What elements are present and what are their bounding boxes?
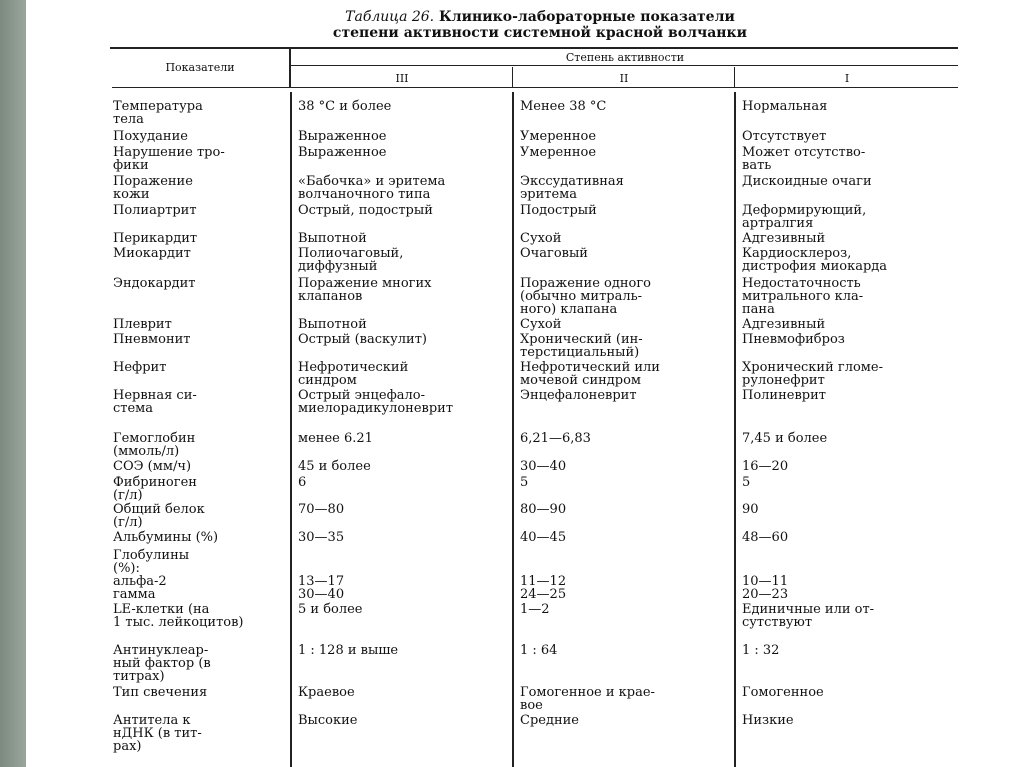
row-value-col-1: Нефротический синдром xyxy=(298,360,409,388)
title-line-2: степени активности системной красной волчанки xyxy=(332,25,748,41)
row-value-col-2: Средние xyxy=(520,713,579,728)
row-value-col-3: Недостаточность митрального кла- пана xyxy=(742,276,864,317)
column-divider xyxy=(734,92,736,767)
row-value-col-3: Низкие xyxy=(742,713,794,728)
row-indicator: Антитела к нДНК (в тит- рах) xyxy=(113,713,202,754)
row-indicator: Глобулины (%): альфа-2 гамма xyxy=(113,548,190,602)
row-value-col-3: Гомогенное xyxy=(742,685,824,700)
row-value-col-1: 13—17 30—40 xyxy=(298,574,345,602)
header-degree-1: I xyxy=(844,72,850,85)
row-value-col-3: 7,45 и более xyxy=(742,431,828,446)
row-value-col-2: 1—2 xyxy=(520,602,550,617)
row-value-col-3: Полиневрит xyxy=(742,388,826,403)
row-indicator: Эндокардит xyxy=(113,276,196,291)
row-value-col-1: 6 xyxy=(298,475,307,490)
row-value-col-3: Может отсутство- вать xyxy=(742,145,866,173)
header-divider xyxy=(289,48,291,88)
row-value-col-3: 10—11 20—23 xyxy=(742,574,789,602)
row-value-col-2: 30—40 xyxy=(520,459,567,474)
row-indicator: LE-клетки (на 1 тыс. лейкоцитов) xyxy=(113,602,244,630)
row-value-col-3: 48—60 xyxy=(742,530,789,545)
row-value-col-1: менее 6.21 xyxy=(298,431,373,446)
row-indicator: Фибриноген (г/л) xyxy=(113,475,197,503)
row-value-col-3: Пневмофиброз xyxy=(742,332,845,347)
row-indicator: Альбумины (%) xyxy=(113,530,219,545)
row-value-col-2: Менее 38 °С xyxy=(520,99,607,114)
row-indicator: Нефрит xyxy=(113,360,167,375)
row-value-col-2: Умеренное xyxy=(520,129,597,144)
row-value-col-2: Поражение одного (обычно митраль- ного) клапана xyxy=(520,276,652,317)
row-value-col-1: 38 °С и более xyxy=(298,99,392,114)
row-indicator: СОЭ (мм/ч) xyxy=(113,459,192,474)
row-indicator: Антинуклеар- ный фактор (в титрах) xyxy=(113,643,211,684)
row-value-col-3: Отсутствует xyxy=(742,129,827,144)
header-indicators: Показатели xyxy=(165,61,235,74)
row-value-col-2: Нефротический или мочевой синдром xyxy=(520,360,660,388)
row-value-col-1: Краевое xyxy=(298,685,355,700)
row-value-col-1: Выраженное xyxy=(298,145,387,160)
row-value-col-2: 6,21—6,83 xyxy=(520,431,591,446)
row-indicator: Плеврит xyxy=(113,317,172,332)
table-number: Таблица 26. xyxy=(345,9,435,25)
row-value-col-1: Поражение многих клапанов xyxy=(298,276,432,304)
row-value-col-1: 70—80 xyxy=(298,502,345,517)
row-value-col-1: Высокие xyxy=(298,713,358,728)
row-value-col-3: 90 xyxy=(742,502,759,517)
header-activity: Степень активности xyxy=(565,51,685,64)
table-top-rule xyxy=(110,47,958,49)
table-title xyxy=(270,9,810,41)
row-value-col-1: Выпотной xyxy=(298,317,367,332)
row-indicator: Похудание xyxy=(113,129,188,144)
header-degree-2: II xyxy=(619,72,629,85)
row-value-col-2: 1 : 64 xyxy=(520,643,558,658)
row-indicator: Миокардит xyxy=(113,246,191,261)
row-value-col-1: Выраженное xyxy=(298,129,387,144)
row-indicator: Общий белок (г/л) xyxy=(113,502,205,530)
column-divider xyxy=(290,92,292,767)
row-value-col-3: Хронический гломе- рулонефрит xyxy=(742,360,883,388)
row-value-col-3: Адгезивный xyxy=(742,231,826,246)
row-indicator: Нарушение тро- фики xyxy=(113,145,225,173)
header-bottom-rule xyxy=(112,87,958,88)
row-value-col-3: 1 : 32 xyxy=(742,643,780,658)
row-value-col-3: Нормальная xyxy=(742,99,828,114)
row-value-col-2: Умеренное xyxy=(520,145,597,160)
row-value-col-1: «Бабочка» и эритема волчаночного типа xyxy=(298,174,446,202)
row-indicator: Полиартрит xyxy=(113,203,197,218)
row-value-col-3: Дискоидные очаги xyxy=(742,174,872,189)
row-indicator: Гемоглобин (ммоль/л) xyxy=(113,431,196,459)
column-divider xyxy=(512,92,514,767)
slide-side-bar xyxy=(0,0,26,767)
row-value-col-1: 1 : 128 и выше xyxy=(298,643,399,658)
row-value-col-3: 5 xyxy=(742,475,751,490)
row-indicator: Тип свечения xyxy=(113,685,208,700)
row-value-col-2: 5 xyxy=(520,475,529,490)
row-value-col-2: 40—45 xyxy=(520,530,567,545)
header-divider xyxy=(734,67,735,87)
row-value-col-1: 30—35 xyxy=(298,530,345,545)
header-divider xyxy=(512,67,513,87)
row-value-col-2: Подострый xyxy=(520,203,597,218)
row-indicator: Пневмонит xyxy=(113,332,191,347)
row-indicator: Перикардит xyxy=(113,231,198,246)
row-value-col-1: Полиочаговый, диффузный xyxy=(298,246,404,274)
row-value-col-2: Сухой xyxy=(520,317,562,332)
row-value-col-1: 45 и более xyxy=(298,459,371,474)
row-value-col-3: Кардиосклероз, дистрофия миокарда xyxy=(742,246,888,274)
header-degree-3: III xyxy=(395,72,409,85)
title-line-1: Клинико-лабораторные показатели xyxy=(439,9,735,25)
row-indicator: Температура тела xyxy=(113,99,203,127)
row-indicator: Нервная си- стема xyxy=(113,388,197,416)
row-value-col-1: Острый энцефало- миелорадикулоневрит xyxy=(298,388,454,416)
row-value-col-3: Адгезивный xyxy=(742,317,826,332)
row-value-col-2: Хронический (ин- терстициальный) xyxy=(520,332,643,360)
row-value-col-1: Острый, подострый xyxy=(298,203,433,218)
row-value-col-3: Единичные или от- сутствуют xyxy=(742,602,875,630)
row-value-col-1: Острый (васкулит) xyxy=(298,332,427,347)
row-value-col-2: Гомогенное и крае- вое xyxy=(520,685,655,713)
row-value-col-3: 16—20 xyxy=(742,459,789,474)
row-value-col-2: Экссудативная эритема xyxy=(520,174,624,202)
header-rule xyxy=(290,65,958,66)
row-value-col-2: Энцефалоневрит xyxy=(520,388,637,403)
row-value-col-2: Очаговый xyxy=(520,246,588,261)
row-value-col-1: Выпотной xyxy=(298,231,367,246)
row-value-col-2: 80—90 xyxy=(520,502,567,517)
row-value-col-2: 11—12 24—25 xyxy=(520,574,567,602)
row-value-col-3: Деформирующий, артралгия xyxy=(742,203,867,231)
row-indicator: Поражение кожи xyxy=(113,174,193,202)
row-value-col-2: Сухой xyxy=(520,231,562,246)
row-value-col-1: 5 и более xyxy=(298,602,363,617)
